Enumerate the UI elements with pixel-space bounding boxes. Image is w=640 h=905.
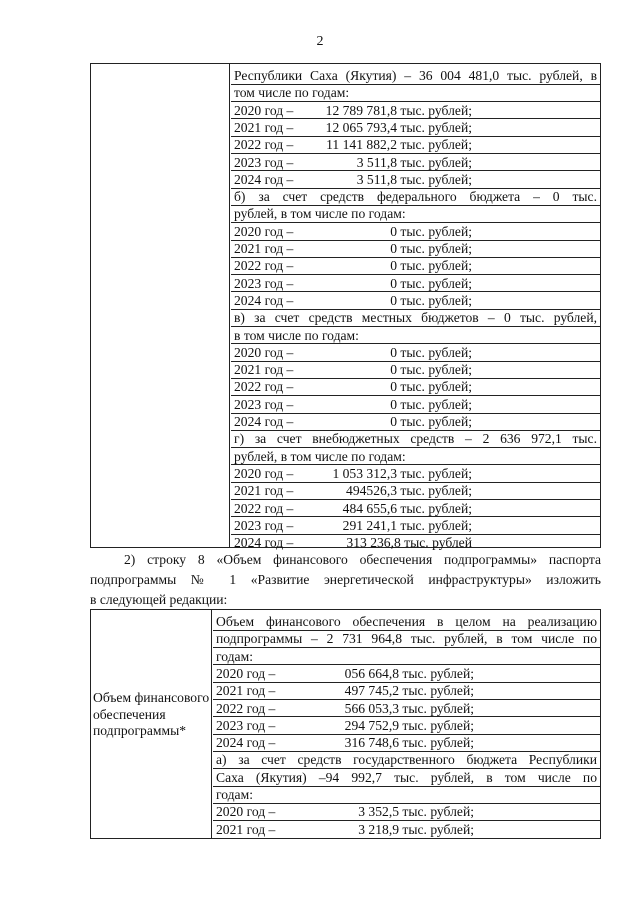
paragraph-line-1: 2) строку 8 «Объем финансового обеспечения подпрограммы» паспорта xyxy=(124,552,601,567)
year-amount-row xyxy=(216,700,597,717)
text-line: Республики Саха (Якутия) – 36 004 481,0 тыс. рублей, в xyxy=(234,68,597,83)
year-label: 2021 год – xyxy=(234,119,294,135)
amount-value: 497 745,2 тыс. рублей; xyxy=(344,683,474,699)
row-separator xyxy=(231,222,600,223)
page-number: 2 xyxy=(316,34,324,49)
row-separator xyxy=(213,682,600,683)
paragraph-line-3: в следующей редакции: xyxy=(90,592,228,607)
text-line: рублей, в том числе по годам: xyxy=(234,206,406,222)
text-line: в том числе по годам: xyxy=(234,327,359,343)
row-separator xyxy=(231,153,600,154)
row-separator xyxy=(231,378,600,379)
year-amount-row xyxy=(234,154,597,171)
paragraph-line-2: подпрограммы № 1 «Развитие энергетической инфраструктуры» изложить xyxy=(90,572,601,587)
year-amount-row xyxy=(234,136,597,153)
text-line: рублей, в том числе по годам: xyxy=(234,448,406,464)
row-separator xyxy=(231,482,600,483)
row-separator xyxy=(213,716,600,717)
year-amount-row xyxy=(216,803,597,820)
row-separator xyxy=(231,413,600,414)
year-label: 2021 год – xyxy=(216,821,276,837)
row-separator xyxy=(231,309,600,310)
row-separator xyxy=(231,326,600,327)
row-separator xyxy=(231,205,600,206)
amount-value: 0 тыс. рублей; xyxy=(390,223,472,239)
row-separator xyxy=(231,240,600,241)
amount-value: 294 752,9 тыс. рублей; xyxy=(344,717,474,733)
amount-value: 3 511,8 тыс. рублей; xyxy=(356,171,472,187)
year-amount-row xyxy=(234,119,597,136)
row-separator xyxy=(213,699,600,700)
row-separator xyxy=(231,343,600,344)
year-label: 2023 год – xyxy=(234,396,294,412)
year-label: 2022 год – xyxy=(234,379,294,395)
row-separator xyxy=(231,101,600,102)
row-separator xyxy=(213,768,600,769)
year-amount-row xyxy=(234,465,597,482)
text-line: Объем финансового обеспечения в целом на реализацию xyxy=(216,614,597,629)
amount-value: 316 748,6 тыс. рублей; xyxy=(344,735,474,751)
row-separator xyxy=(231,136,600,137)
amount-value: 0 тыс. рублей; xyxy=(390,396,472,412)
row-separator xyxy=(213,734,600,735)
year-label: 2020 год – xyxy=(234,465,294,481)
amount-value: 1 053 312,3 тыс. рублей; xyxy=(332,465,472,481)
year-label: 2024 год – xyxy=(234,292,294,308)
amount-value: 3 218,9 тыс. рублей; xyxy=(358,821,474,837)
year-amount-row xyxy=(216,821,597,838)
amount-value: 11 141 882,2 тыс. рублей; xyxy=(326,137,472,153)
year-amount-row xyxy=(234,500,597,517)
text-line: подпрограммы – 2 731 964,8 тыс. рублей, в том числе по xyxy=(216,631,597,647)
year-label: 2021 год – xyxy=(234,362,294,378)
row-separator xyxy=(231,291,600,292)
year-label: 2020 год – xyxy=(216,804,276,820)
year-amount-row xyxy=(234,257,597,274)
year-amount-row xyxy=(234,292,597,309)
row-separator xyxy=(213,630,600,631)
row-separator xyxy=(213,664,600,665)
row-separator xyxy=(213,803,600,804)
year-amount-row xyxy=(234,275,597,292)
amount-value: 0 тыс. рублей; xyxy=(390,292,472,308)
year-label: 2021 год – xyxy=(234,241,294,256)
amount-value: 0 тыс. рублей; xyxy=(390,241,472,256)
year-label: 2022 год – xyxy=(234,137,294,153)
row-separator xyxy=(231,516,600,517)
row-separator xyxy=(213,751,600,752)
row-separator xyxy=(213,647,600,648)
row-separator xyxy=(231,430,600,431)
amount-value: 3 511,8 тыс. рублей; xyxy=(356,154,472,170)
row-separator xyxy=(231,170,600,171)
text-line: том числе по годам: xyxy=(234,85,350,101)
year-amount-row xyxy=(234,396,597,413)
amount-value: 0 тыс. рублей; xyxy=(390,414,472,429)
year-amount-row xyxy=(216,734,597,751)
amount-value: 0 тыс. рублей; xyxy=(390,344,472,360)
amount-value: 056 664,8 тыс. рублей; xyxy=(344,665,474,681)
amount-value: 0 тыс. рублей; xyxy=(390,362,472,378)
year-amount-row xyxy=(216,665,597,682)
amount-value: 0 тыс. рублей; xyxy=(390,275,472,291)
amount-value: 484 655,6 тыс. рублей; xyxy=(342,500,472,516)
row-separator xyxy=(231,274,600,275)
year-label: 2023 год – xyxy=(234,275,294,291)
row-separator xyxy=(231,257,600,258)
row-separator xyxy=(231,84,600,85)
year-label: 2021 год – xyxy=(234,483,294,499)
year-amount-row xyxy=(234,413,597,430)
text-line: а) за счет средств государственного бюджета Республики xyxy=(216,752,597,768)
amount-value: 0 тыс. рублей; xyxy=(390,258,472,274)
year-label: 2021 год – xyxy=(216,683,276,699)
year-label: 2024 год – xyxy=(216,735,276,751)
year-amount-row xyxy=(234,482,597,499)
text-line: годам: xyxy=(216,787,253,802)
year-label: 2024 год – xyxy=(234,414,294,429)
year-label: 2020 год – xyxy=(234,344,294,360)
amount-value: 12 065 793,4 тыс. рублей; xyxy=(325,119,472,135)
amount-value: 494526,3 тыс. рублей; xyxy=(346,483,472,499)
amount-value: 313 236,8 тыс. рублей xyxy=(346,535,472,551)
year-label: 2023 год – xyxy=(234,154,294,170)
amount-value: 3 352,5 тыс. рублей; xyxy=(358,804,474,820)
year-label: 2022 год – xyxy=(234,258,294,274)
amendment-paragraph xyxy=(90,550,601,610)
row-separator xyxy=(231,464,600,465)
text-line: годам: xyxy=(216,648,253,664)
subprogram-funding-label: Объем финансового обеспечения подпрограммы* xyxy=(93,690,210,738)
year-label: 2022 год – xyxy=(234,500,294,516)
year-amount-row xyxy=(234,534,597,551)
year-label: 2020 год – xyxy=(234,102,294,118)
year-amount-row xyxy=(216,717,597,734)
row-separator xyxy=(231,534,600,535)
amount-value: 12 789 781,8 тыс. рублей; xyxy=(325,102,472,118)
year-amount-row xyxy=(234,361,597,378)
year-amount-row xyxy=(234,171,597,188)
row-separator xyxy=(231,499,600,500)
amount-value: 566 053,3 тыс. рублей; xyxy=(344,700,474,716)
year-label: 2023 год – xyxy=(216,717,276,733)
row-separator xyxy=(231,447,600,448)
year-amount-row xyxy=(234,102,597,119)
row-separator xyxy=(213,820,600,821)
year-amount-row xyxy=(234,240,597,257)
column-divider xyxy=(211,610,212,838)
year-amount-row xyxy=(234,223,597,240)
year-amount-row xyxy=(234,344,597,361)
year-amount-row xyxy=(234,378,597,395)
row-separator xyxy=(231,361,600,362)
text-line: г) за счет внебюджетных средств – 2 636 972,1 тыс. xyxy=(234,431,597,447)
column-divider xyxy=(229,64,230,547)
year-label: 2024 год – xyxy=(234,171,294,187)
year-amount-row xyxy=(216,682,597,699)
year-amount-row xyxy=(234,517,597,534)
row-separator xyxy=(213,786,600,787)
row-separator xyxy=(231,188,600,189)
year-label: 2020 год – xyxy=(216,665,276,681)
year-label: 2023 год – xyxy=(234,517,294,533)
row-separator xyxy=(231,395,600,396)
row-separator xyxy=(231,118,600,119)
year-label: 2022 год – xyxy=(216,700,276,716)
text-line: в) за счет средств местных бюджетов – 0 тыс. рублей, xyxy=(234,310,597,326)
amount-value: 291 241,1 тыс. рублей; xyxy=(342,517,472,533)
text-line: Саха (Якутия) –94 992,7 тыс. рублей, в том числе по xyxy=(216,769,597,785)
text-line: б) за счет средств федерального бюджета – 0 тыс. xyxy=(234,189,597,205)
year-label: 2020 год – xyxy=(234,223,294,239)
amount-value: 0 тыс. рублей; xyxy=(390,379,472,395)
year-label: 2024 год – xyxy=(234,535,294,551)
